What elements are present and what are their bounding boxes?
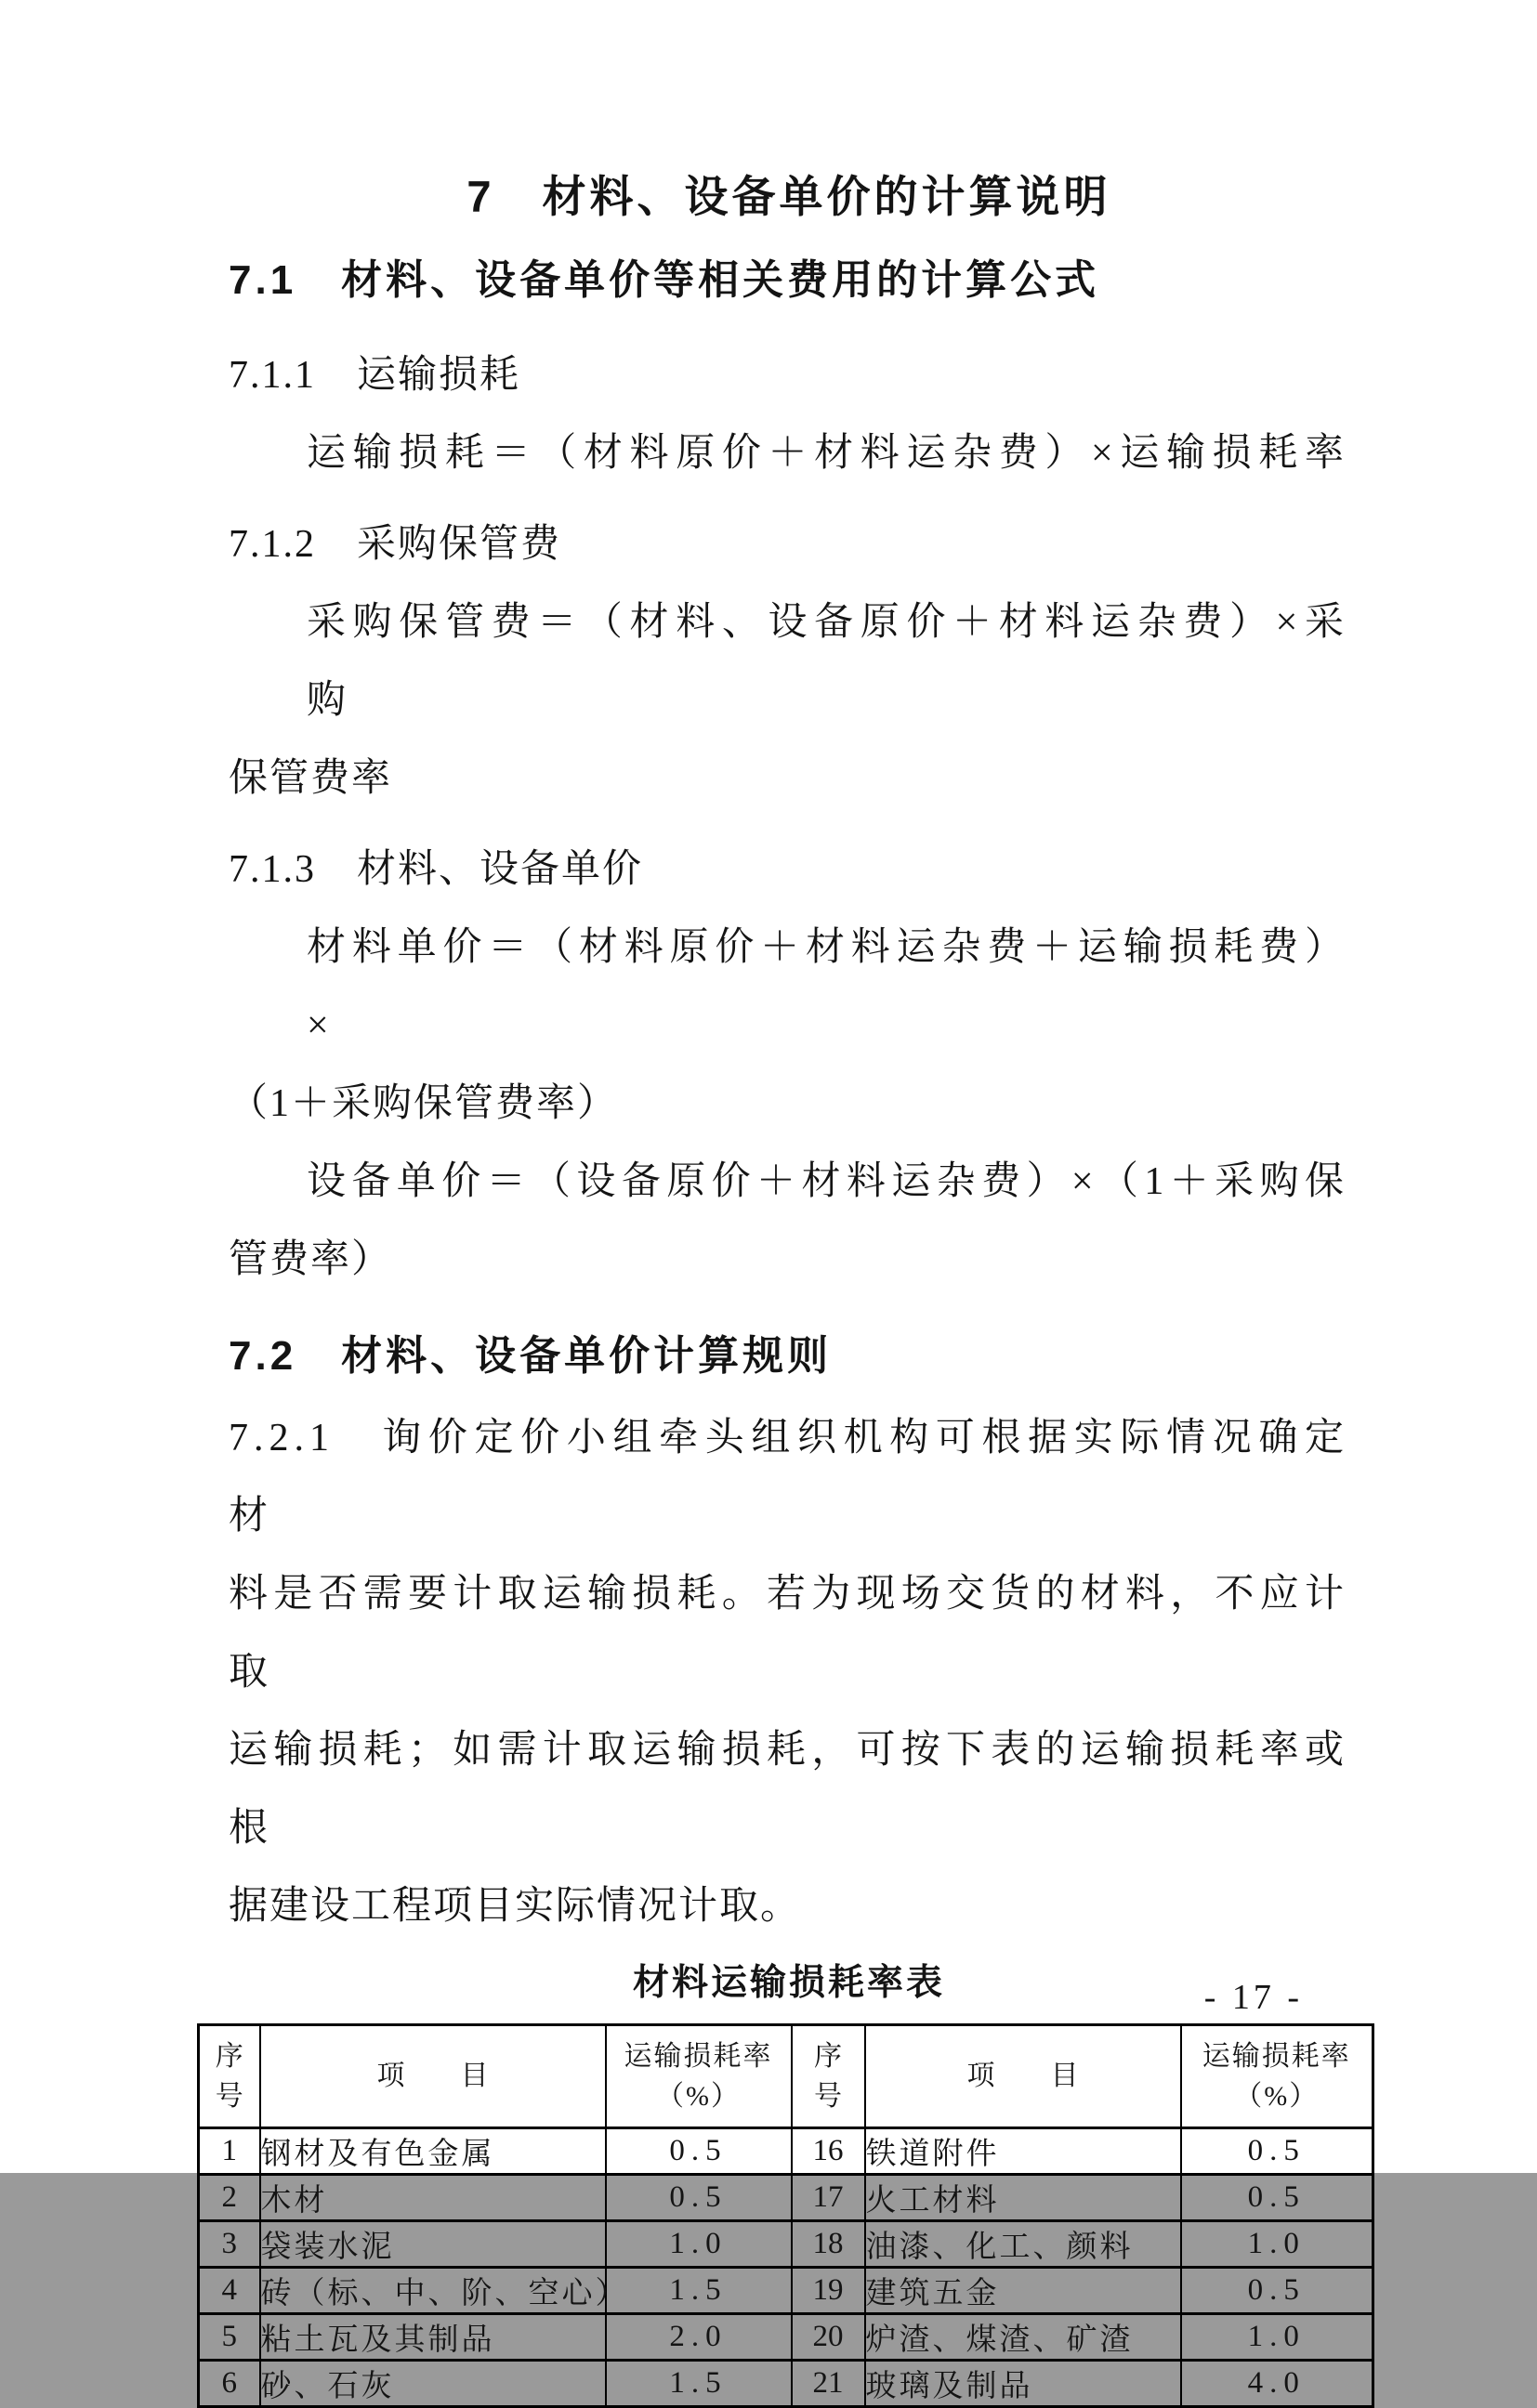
cell-item: 炉渣、煤渣、矿渣 <box>865 2314 1181 2361</box>
formula-procurement-fee-line2: 保管费率 <box>229 757 393 800</box>
section-7-1-heading: 7.1 材料、设备单价等相关费用的计算公式 <box>229 257 1100 303</box>
header-item-right: 项 目 <box>865 2025 1181 2128</box>
cell-seq: 6 <box>199 2361 260 2407</box>
table-header <box>199 2025 1373 2128</box>
cell-seq: 20 <box>792 2314 865 2361</box>
table-row <box>199 2221 1373 2268</box>
formula-transport-loss: 运输损耗＝（材料原价＋材料运杂费）×运输损耗率 <box>307 432 1349 475</box>
cell-seq: 2 <box>199 2175 260 2221</box>
paragraph-7-2-1-line4: 据建设工程项目实际情况计取。 <box>229 1885 802 1928</box>
formula-material-price-line1: 材料单价＝（材料原价＋材料运杂费＋运输损耗费）× <box>307 926 1349 1047</box>
cell-item: 木材 <box>260 2175 606 2221</box>
document-content <box>215 156 1351 2408</box>
header-seq-left: 序号 <box>199 2025 260 2128</box>
cell-item: 钢材及有色金属 <box>260 2128 606 2175</box>
formula-equipment-price-line2: 管费率） <box>229 1238 393 1281</box>
cell-rate: 2.0 <box>606 2314 792 2361</box>
cell-rate: 0.5 <box>1181 2268 1373 2314</box>
header-seq-right: 序号 <box>792 2025 865 2128</box>
table-row <box>199 2128 1373 2175</box>
table-row <box>199 2175 1373 2221</box>
cell-seq: 21 <box>792 2361 865 2407</box>
cell-item: 砂、石灰 <box>260 2361 606 2407</box>
cell-rate: 1.0 <box>1181 2314 1373 2361</box>
cell-seq: 19 <box>792 2268 865 2314</box>
formula-equipment-price-line1: 设备单价＝（设备原价＋材料运杂费）×（1＋采购保 <box>307 1160 1349 1203</box>
cell-rate: 0.5 <box>1181 2128 1373 2175</box>
cell-rate: 0.5 <box>606 2128 792 2175</box>
cell-rate: 4.0 <box>1181 2361 1373 2407</box>
cell-item: 铁道附件 <box>865 2128 1181 2175</box>
header-item-left: 项 目 <box>260 2025 606 2128</box>
cell-item: 袋装水泥 <box>260 2221 606 2268</box>
cell-rate: 1.0 <box>1181 2221 1373 2268</box>
cell-seq: 3 <box>199 2221 260 2268</box>
section-7-1-3-heading: 7.1.3 材料、设备单价 <box>229 848 644 891</box>
page-number: - 17 - <box>1203 1978 1303 2017</box>
cell-rate: 1.5 <box>606 2268 792 2314</box>
paragraph-7-2-1-line1: 7.2.1 询价定价小组牵头组织机构可根据实际情况确定材 <box>229 1417 1349 1538</box>
section-7-1-2-heading: 7.1.2 采购保管费 <box>229 523 562 566</box>
section-7-2-heading: 7.2 材料、设备单价计算规则 <box>229 1333 833 1379</box>
formula-procurement-fee-line1: 采购保管费＝（材料、设备原价＋材料运杂费）×采购 <box>307 601 1349 722</box>
section-7-1-1-heading: 7.1.1 运输损耗 <box>229 354 521 397</box>
cell-rate: 0.5 <box>606 2175 792 2221</box>
paragraph-7-2-1-line2: 料是否需要计取运输损耗。若为现场交货的材料，不应计取 <box>229 1573 1349 1694</box>
formula-material-price-line2: （1＋采购保管费率） <box>229 1082 619 1125</box>
table-row <box>199 2361 1373 2407</box>
table-title: 材料运输损耗率表 <box>632 1963 945 2003</box>
paragraph-7-2-1-line3: 运输损耗；如需计取运输损耗，可按下表的运输损耗率或根 <box>229 1729 1349 1850</box>
cell-seq: 5 <box>199 2314 260 2361</box>
cell-seq: 1 <box>199 2128 260 2175</box>
cell-item: 油漆、化工、颜料 <box>865 2221 1181 2268</box>
cell-item: 粘土瓦及其制品 <box>260 2314 606 2361</box>
table-row <box>199 2314 1373 2361</box>
cell-item: 建筑五金 <box>865 2268 1181 2314</box>
material-transport-loss-rate-table <box>197 2023 1374 2408</box>
cell-seq: 4 <box>199 2268 260 2314</box>
table-row <box>199 2268 1373 2314</box>
cell-item: 玻璃及制品 <box>865 2361 1181 2407</box>
cell-item: 砖（标、中、阶、空心） <box>260 2268 606 2314</box>
header-rate-left: 运输损耗率 （%） <box>606 2025 792 2128</box>
cell-rate: 0.5 <box>1181 2175 1373 2221</box>
cell-seq: 16 <box>792 2128 865 2175</box>
cell-seq: 18 <box>792 2221 865 2268</box>
cell-item: 火工材料 <box>865 2175 1181 2221</box>
cell-rate: 1.0 <box>606 2221 792 2268</box>
cell-seq: 17 <box>792 2175 865 2221</box>
header-rate-right: 运输损耗率 （%） <box>1181 2025 1373 2128</box>
cell-rate: 1.5 <box>606 2361 792 2407</box>
chapter-title: 7 材料、设备单价的计算说明 <box>466 172 1111 221</box>
